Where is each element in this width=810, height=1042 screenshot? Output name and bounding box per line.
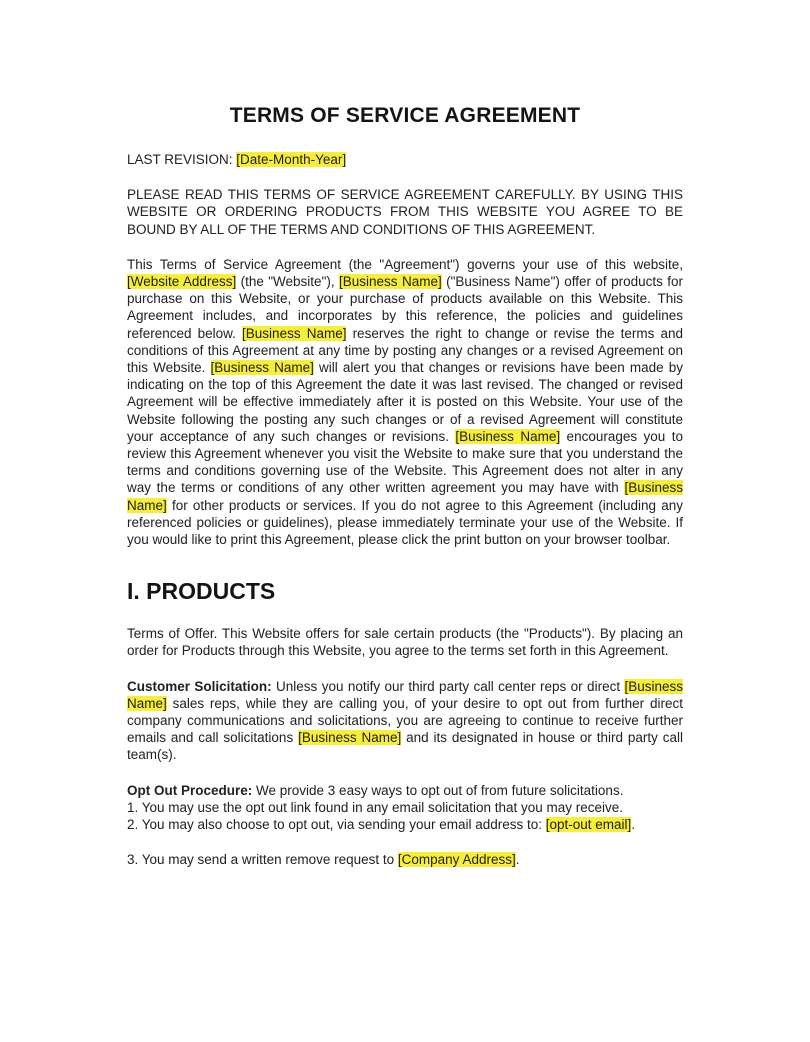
bold-label-run: Opt Out Procedure: xyxy=(127,782,253,798)
text-run: PLEASE READ THIS TERMS OF SERVICE AGREEMENT CAREFULLY. BY USING THIS WEBSITE OR ORDERING PRODUCTS FROM THIS WEBSITE YOU AGREE TO BE BOUND BY ALL OF THE TERMS AND CONDITIONS OF THIS AGREEMENT. xyxy=(127,187,683,237)
opt-out-item-1 xyxy=(127,799,683,816)
placeholder-highlight: [Business Name] xyxy=(339,274,442,290)
text-run: 2. You may also choose to opt out, via sending your email address to: xyxy=(127,817,546,833)
text-run: encourages you to review this Agreement whenever you visit the Website to make sure that you understand the terms and conditions governing use of the Website. This Agreement does not alter in any way the terms or conditions of any other written agreement you may have with xyxy=(127,428,684,496)
text-run: Unless you notify our third party call center reps or direct xyxy=(271,678,625,694)
placeholder-highlight: [Date-Month-Year] xyxy=(236,152,347,167)
text-run: . xyxy=(631,817,636,833)
opt-out-procedure-paragraph xyxy=(127,782,683,799)
text-run: . xyxy=(515,852,520,868)
section-heading-products xyxy=(127,578,683,604)
placeholder-highlight: [Business Name] xyxy=(455,428,561,444)
placeholder-highlight: [opt-out email] xyxy=(545,817,632,833)
placeholder-highlight: [Business Name] xyxy=(210,360,314,376)
text-run: ("Business Name") offer of products for purchase on this Website, or your purchase of products available on this Website. This Agreement includes, and incorporates by this reference, the policies and guidelines referenced below. xyxy=(127,274,683,341)
placeholder-highlight: [Business Name] xyxy=(298,730,402,746)
text-run: We provide 3 easy ways to opt out of from future solicitations. xyxy=(252,782,624,798)
terms-of-offer-paragraph xyxy=(127,625,683,659)
document-body xyxy=(127,151,683,869)
opt-out-item-3 xyxy=(127,851,683,868)
text-run: for other products or services. If you do not agree to this Agreement (including any referenced policies or guidelines), please immediately terminate your use of the Website. If you would like to print this Agreement, please click the print button on your browser toolbar. xyxy=(127,497,683,548)
placeholder-highlight: [Business Name] xyxy=(242,325,347,341)
text-run: 1. You may use the opt out link found in any email solicitation that you may receive. xyxy=(127,799,624,815)
text-run: I. PRODUCTS xyxy=(127,578,276,605)
placeholder-highlight: [Business Name] xyxy=(127,480,683,513)
text-run: and its designated in house or third party call team(s). xyxy=(127,730,683,763)
text-run: Terms of Offer. This Website offers for sale certain products (the "Products"). By placing an order for Products through this Website, you agree to the terms set forth in this Agreement. xyxy=(127,626,683,659)
placeholder-highlight: [Website Address] xyxy=(127,274,237,290)
text-run: sales reps, while they are calling you, of your desire to opt out from further direct company communications and solicitations, you are agreeing to continue to receive further emails and call solicitations xyxy=(127,695,683,746)
document-title: TERMS OF SERVICE AGREEMENT xyxy=(229,104,581,127)
text-run: (the "Website"), xyxy=(236,274,340,290)
notice-paragraph xyxy=(127,186,683,238)
text-run: This Terms of Service Agreement (the "Agreement") governs your use of this website, xyxy=(127,256,683,272)
placeholder-highlight: [Company Address] xyxy=(397,852,516,868)
text-run: LAST REVISION: xyxy=(127,152,237,167)
text-run: 3. You may send a written remove request to xyxy=(127,852,398,868)
text-run: reserves the right to change or revise the terms and conditions of this Agreement at any time by posting any changes or a revised Agreement on this Website. xyxy=(127,325,683,376)
intro-paragraph xyxy=(127,256,683,548)
last-revision-line xyxy=(127,151,683,168)
bold-label-run: Customer Solicitation: xyxy=(127,678,272,694)
customer-solicitation-paragraph xyxy=(127,678,683,764)
placeholder-highlight: [Business Name] xyxy=(127,678,683,711)
text-run: will alert you that changes or revisions have been made by indicating on the top of this Agreement the date it was last revised. The changed or revised Agreement will be effective immediately after it is posted on this Website. Your use of the Website following the posting any such changes or of a revised Agreement will constitute your acceptance of any such changes or revisions. xyxy=(127,360,683,444)
opt-out-item-2 xyxy=(127,816,683,833)
